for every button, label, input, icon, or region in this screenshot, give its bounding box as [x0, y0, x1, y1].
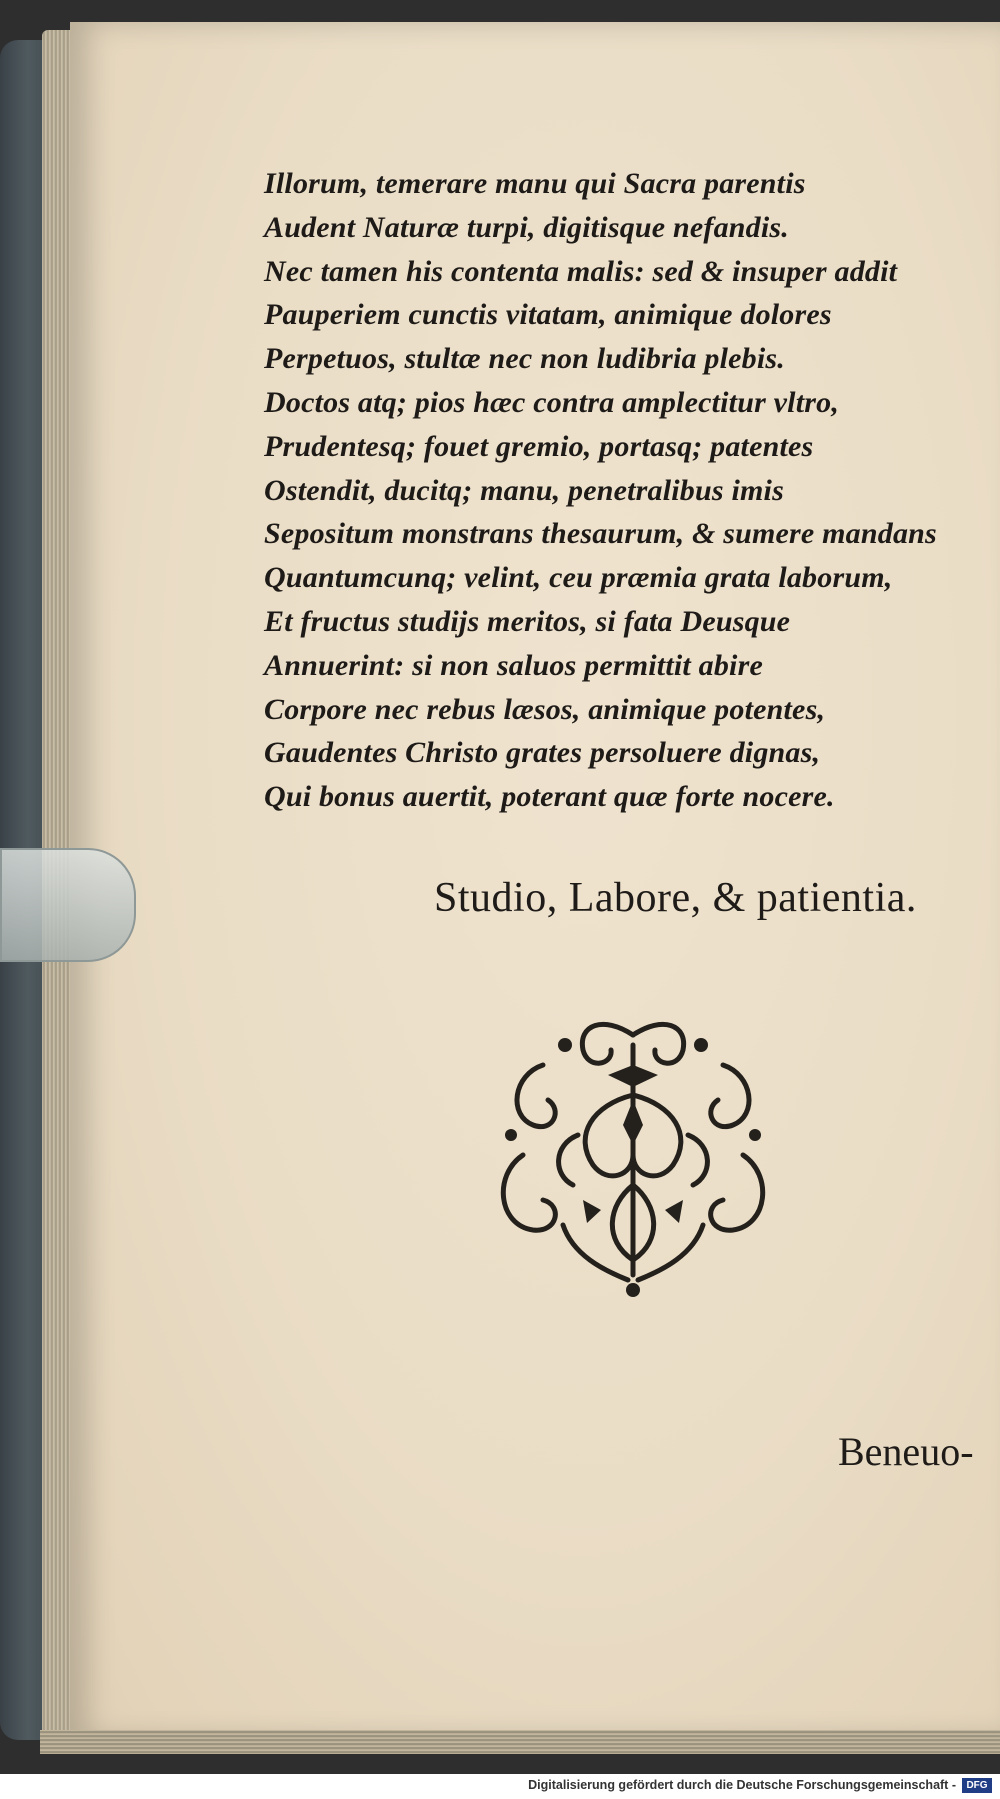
- motto: Studio, Labore, & patientia.: [434, 875, 917, 921]
- verse-line: Gaudentes Christo grates persoluere dignas,: [264, 736, 821, 770]
- dfg-logo: DFG: [962, 1778, 992, 1793]
- verse-line: Ostendit, ducitq; manu, penetralibus imis: [264, 473, 784, 507]
- verse-text: [264, 162, 984, 819]
- verse-line: Quantumcunq; velint, ceu præmia grata laborum,: [264, 561, 893, 595]
- verse-line: Prudentesq; fouet gremio, portasq; patentes: [264, 429, 814, 463]
- funding-credit: Digitalisierung gefördert durch die Deutsche Forschungsgemeinschaft -: [528, 1778, 956, 1792]
- verse-line: Et fructus studijs meritos, si fata Deusque: [264, 604, 791, 638]
- footer-bar: [0, 1774, 1000, 1799]
- verse-line: Sepositum monstrans thesaurum, & sumere mandans: [264, 517, 937, 551]
- printer-ornament-icon: [480, 1005, 786, 1305]
- verse-line: Perpetuos, stultæ nec non ludibria plebis.: [264, 342, 785, 376]
- catchword: Beneuo-: [838, 1429, 974, 1474]
- page-clip: [0, 848, 136, 962]
- verse-line: Annuerint: si non saluos permittit abire: [264, 648, 763, 682]
- verse-line: Qui bonus auertit, poterant quæ forte nocere.: [264, 780, 835, 814]
- verse-line: Pauperiem cunctis vitatam, animique dolores: [264, 298, 832, 332]
- verse-line: Doctos atq; pios hæc contra amplectitur vltro,: [264, 385, 840, 419]
- verse-line: Nec tamen his contenta malis: sed & insuper addit: [264, 254, 898, 288]
- verse-line: Corpore nec rebus læsos, animique potentes,: [264, 692, 826, 726]
- page-bottom-edges: [40, 1730, 1000, 1754]
- verse-line: Audent Naturæ turpi, digitisque nefandis.: [264, 210, 789, 244]
- verse-line: Illorum, temerare manu qui Sacra parentis: [264, 167, 806, 200]
